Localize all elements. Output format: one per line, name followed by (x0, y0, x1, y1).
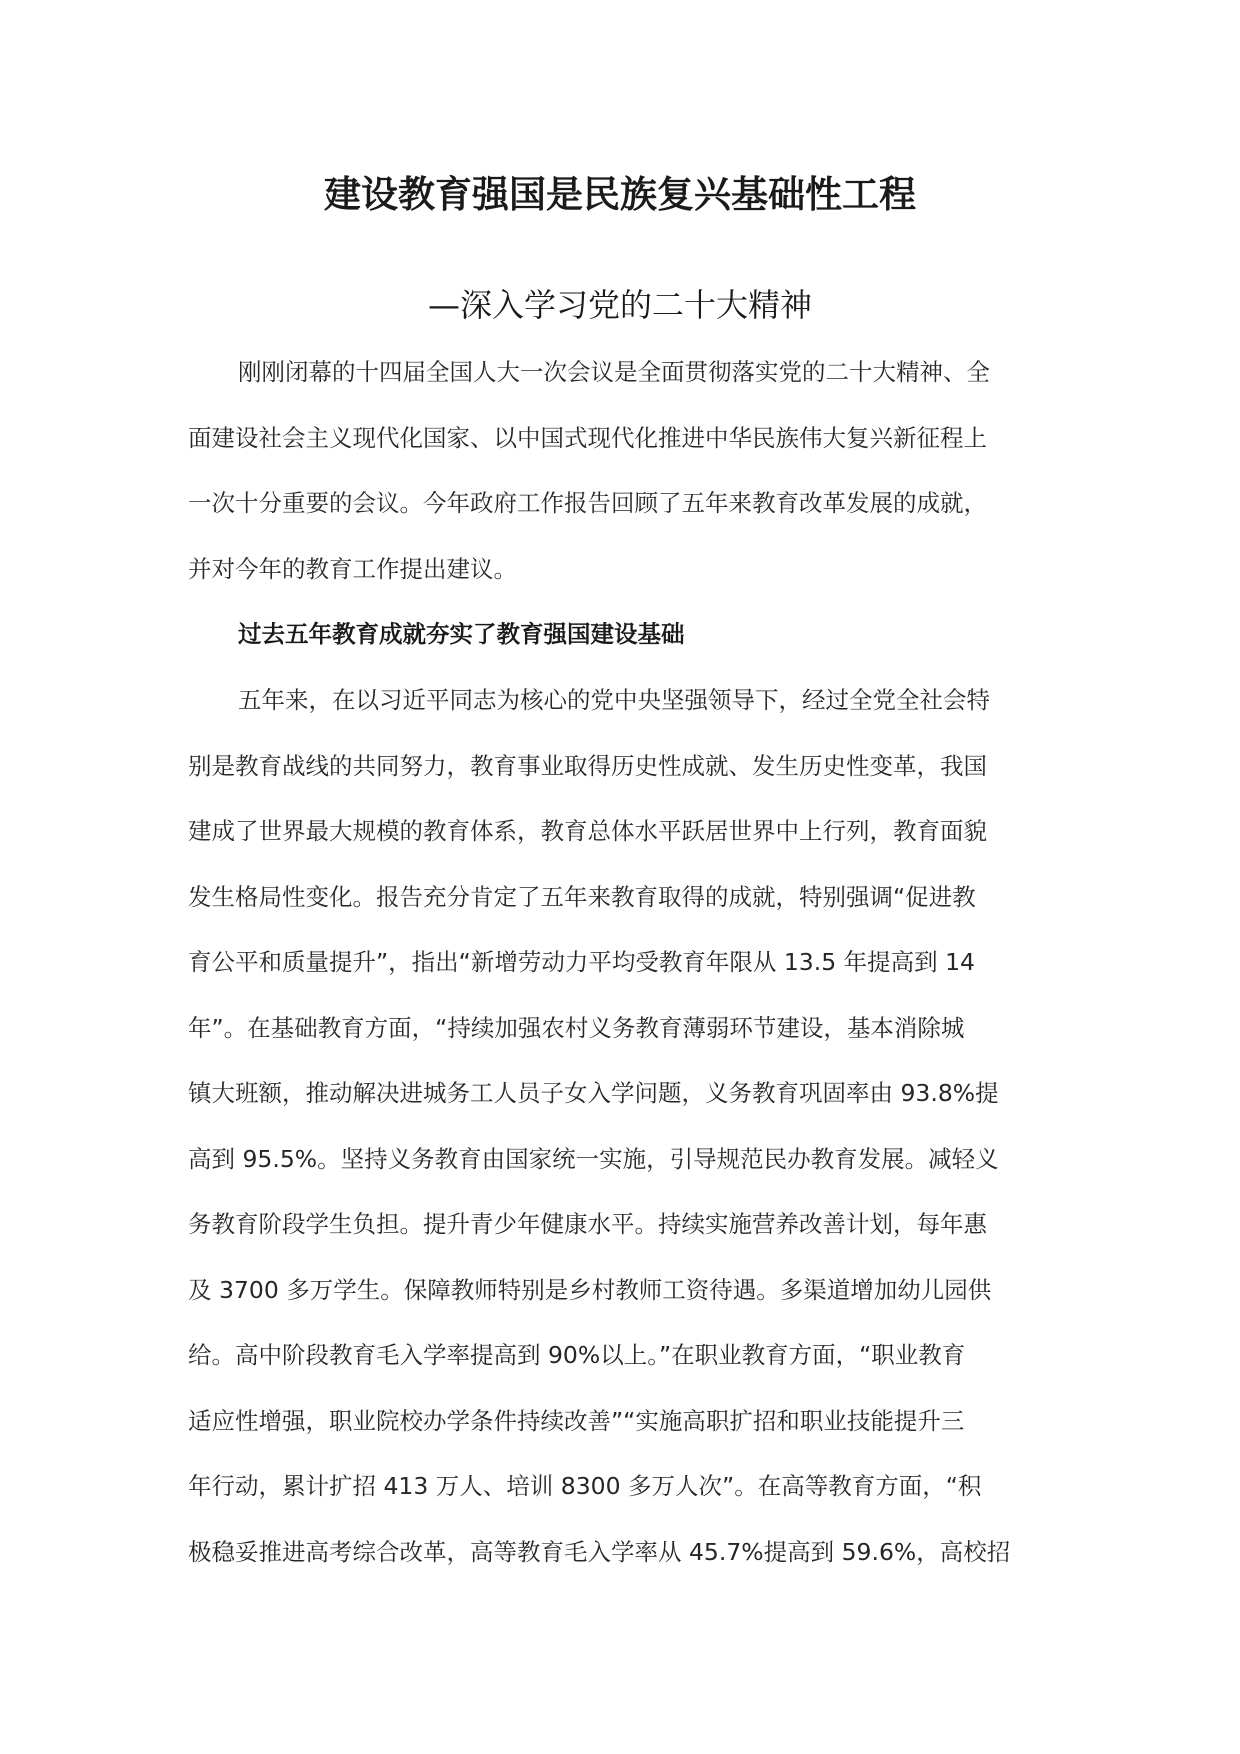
paragraph-line: 发生格局性变化。报告充分肯定了五年来教育取得的成就，特别强调“促进教 (188, 882, 976, 911)
paragraph-line: 并对今年的教育工作提出建议。 (188, 554, 517, 583)
paragraph-line: 一次十分重要的会议。今年政府工作报告回顾了五年来教育改革发展的成就， (188, 489, 987, 517)
achievements-paragraph (188, 668, 1056, 1585)
document-subtitle: —深入学习党的二十大精神 (427, 286, 812, 324)
paragraph-line: 建成了世界最大规模的教育体系，教育总体水平跃居世界中上行列，教育面貌 (188, 817, 987, 845)
paragraph-line: 适应性增强，职业院校办学条件持续改善”“实施高职扩招和职业技能提升三 (188, 1406, 965, 1435)
paragraph-line: 五年来，在以习近平同志为核心的党中央坚强领导下，经过全党全社会特 (238, 686, 990, 714)
paragraph-line: 给。高中阶段教育毛入学率提高到 90%以上。”在职业教育方面，“职业教育 (188, 1341, 966, 1369)
paragraph-line: 镇大班额，推动解决进城务工人员子女入学问题，义务教育巩固率由 93.8%提 (188, 1079, 999, 1107)
paragraph-line: 年行动，累计扩招 413 万人、培训 8300 多万人次”。在高等教育方面，“积 (188, 1472, 982, 1500)
paragraph-line: 及 3700 多万学生。保障教师特别是乡村教师工资待遇。多渠道增加幼儿园供 (188, 1275, 992, 1304)
paragraph-line: 年”。在基础教育方面，“持续加强农村义务教育薄弱环节建设，基本消除城 (188, 1013, 965, 1042)
paragraph-line: 育公平和质量提升”，指出“新增劳动力平均受教育年限从 13.5 年提高到 14 (188, 948, 975, 976)
intro-paragraph (188, 340, 1056, 602)
paragraph-line: 高到 95.5%。坚持义务教育由国家统一实施，引导规范民办教育发展。减轻义 (188, 1144, 999, 1173)
paragraph-line: 刚刚闭幕的十四届全国人大一次会议是全面贯彻落实党的二十大精神、全 (238, 358, 990, 386)
document-title: 建设教育强国是民族复兴基础性工程 (324, 173, 916, 216)
paragraph-line: 极稳妥推进高考综合改革，高等教育毛入学率从 45.7%提高到 59.6%，高校招 (188, 1537, 1011, 1566)
paragraph-line: 务教育阶段学生负担。提升青少年健康水平。持续实施营养改善计划，每年惠 (188, 1210, 987, 1238)
paragraph-line: 别是教育战线的共同努力，教育事业取得历史性成就、发生历史性变革，我国 (188, 751, 987, 780)
section-heading: 过去五年教育成就夯实了教育强国建设基础 (238, 620, 685, 648)
paragraph-line: 面建设社会主义现代化国家、以中国式现代化推进中华民族伟大复兴新征程上 (188, 423, 987, 452)
